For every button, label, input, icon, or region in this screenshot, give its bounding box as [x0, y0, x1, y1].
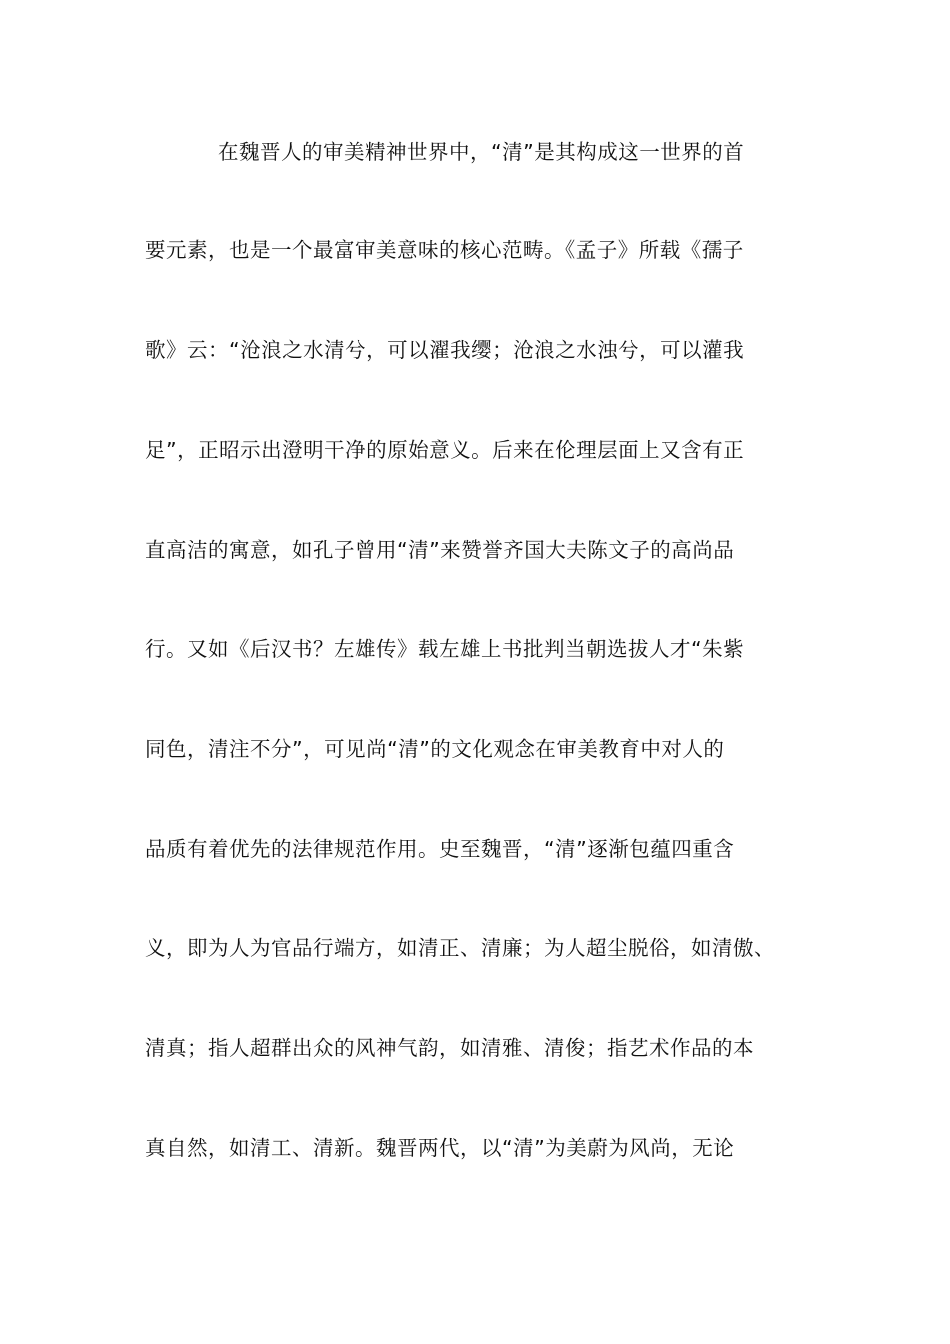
paragraph-line-1: 在魏晋人的审美精神世界中，“清”是其构成这一世界的首 [218, 140, 745, 164]
paragraph-line-6: 行。又如《后汉书？左雄传》载左雄上书批判当朝选拔人才“朱紫 [145, 637, 745, 661]
paragraph-line-8: 品质有着优先的法律规范作用。史至魏晋，“清”逐渐包蕴四重含 [145, 837, 735, 861]
paragraph-line-9: 义，即为人为官品行端方，如清正、清廉；为人超尘脱俗，如清傲、 [145, 936, 775, 960]
paragraph-line-5: 直高洁的寓意，如孔子曾用“清”来赞誉齐国大夫陈文子的高尚品 [145, 538, 735, 562]
paragraph-line-4: 足”，正昭示出澄明干净的原始意义。后来在伦理层面上又含有正 [145, 438, 745, 462]
paragraph-line-11: 真自然，如清工、清新。魏晋两代，以“清”为美蔚为风尚，无论 [145, 1136, 735, 1160]
paragraph-line-3: 歌》云：“沧浪之水清兮，可以濯我缨；沧浪之水浊兮，可以灌我 [145, 338, 745, 362]
paragraph-line-2: 要元素，也是一个最富审美意味的核心范畴。《孟子》所载《孺子 [145, 238, 744, 262]
paragraph-line-7: 同色，清注不分”，可见尚“清”的文化观念在审美教育中对人的 [145, 737, 725, 761]
paragraph-line-10: 清真；指人超群出众的风神气韵，如清雅、清俊；指艺术作品的本 [145, 1036, 754, 1060]
